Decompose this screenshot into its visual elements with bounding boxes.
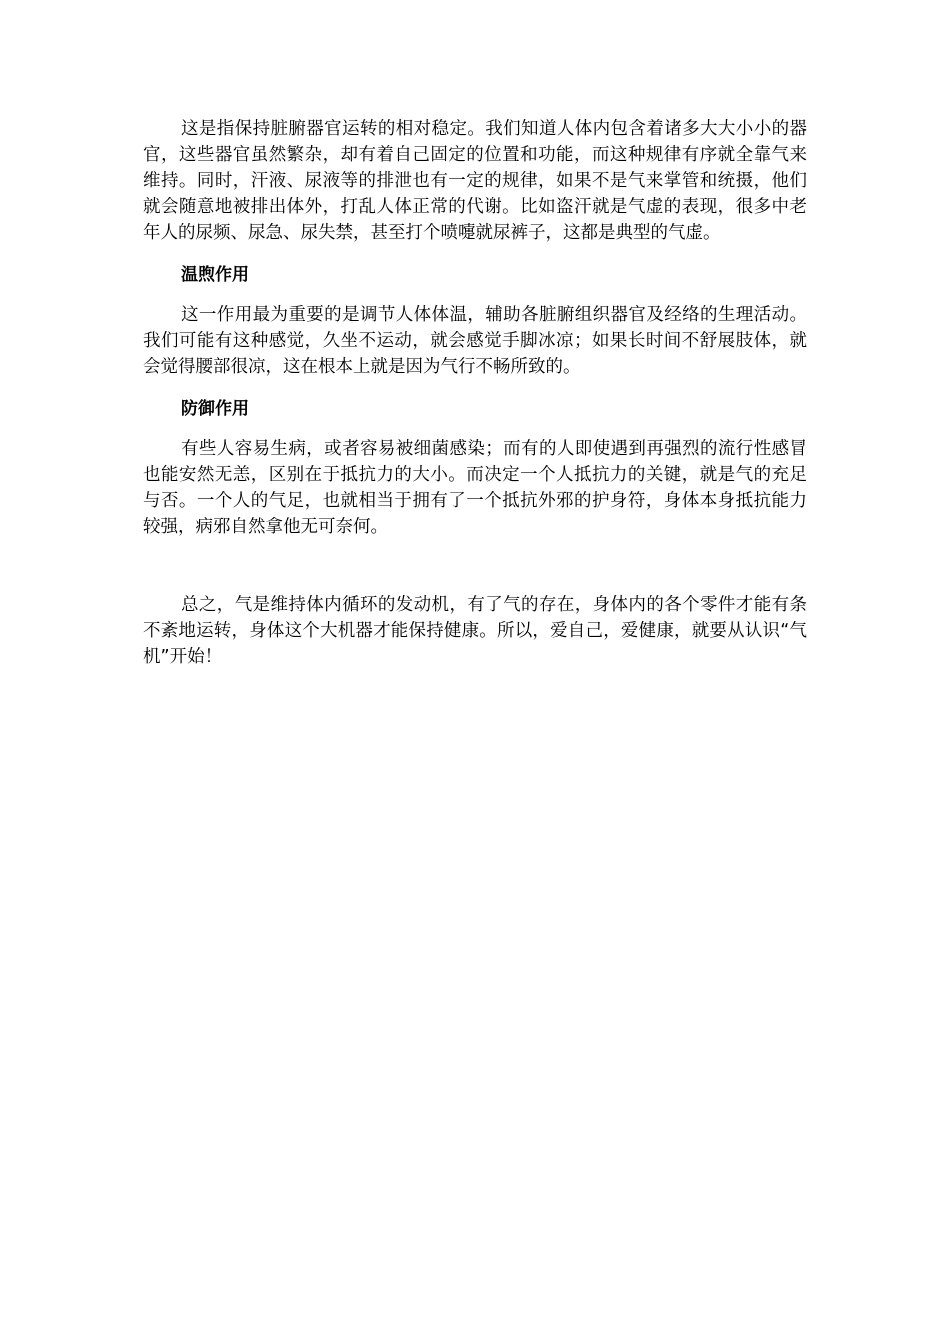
spacer — [143, 540, 807, 592]
paragraph-conclusion: 总之，气是维持体内循环的发动机，有了气的存在，身体内的各个零件才能有条不紊地运转，身体这个大机器才能保持健康。所以，爱自己，爱健康，就要从认识“气机”开始！ — [143, 595, 807, 667]
heading-defense: 防御作用 — [181, 399, 249, 419]
paragraph-warming: 这一作用最为重要的是调节人体体温，辅助各脏腑组织器官及经络的生理活动。我们可能有这种感觉，久坐不运动，就会感觉手脚冰凉；如果长时间不舒展肢体，就会觉得腰部很凉，这在根本上就是因为气行不畅所致的。 — [143, 305, 807, 377]
paragraph-stability: 这是指保持脏腑器官运转的相对稳定。我们知道人体内包含着诸多大大小小的器官，这些器官虽然繁杂，却有着自己固定的位置和功能，而这种规律有序就全靠气来维持。同时，汗液、尿液等的排泄也有一定的规律，如果不是气来掌管和统摄，他们就会随意地被排出体外，打乱人体正常的代谢。比如盗汗就是气虚的表现，很多中老年人的尿频、尿急、尿失禁，甚至打个喷嚏就尿裤子，这都是典型的气虚。 — [143, 119, 807, 243]
spacer — [143, 288, 807, 302]
document-page — [143, 116, 807, 670]
paragraph-defense: 有些人容易生病，或者容易被细菌感染；而有的人即使遇到再强烈的流行性感冒也能安然无恙，区别在于抵抗力的大小。而决定一个人抵抗力的关键，就是气的充足与否。一个人的气足，也就相当于拥有了一个抵抗外邪的护身符，身体本身抵抗能力较强，病邪自然拿他无可奈何。 — [143, 439, 807, 537]
spacer — [143, 422, 807, 436]
heading-warming: 温煦作用 — [181, 265, 249, 285]
spacer — [143, 246, 807, 262]
spacer — [143, 380, 807, 396]
